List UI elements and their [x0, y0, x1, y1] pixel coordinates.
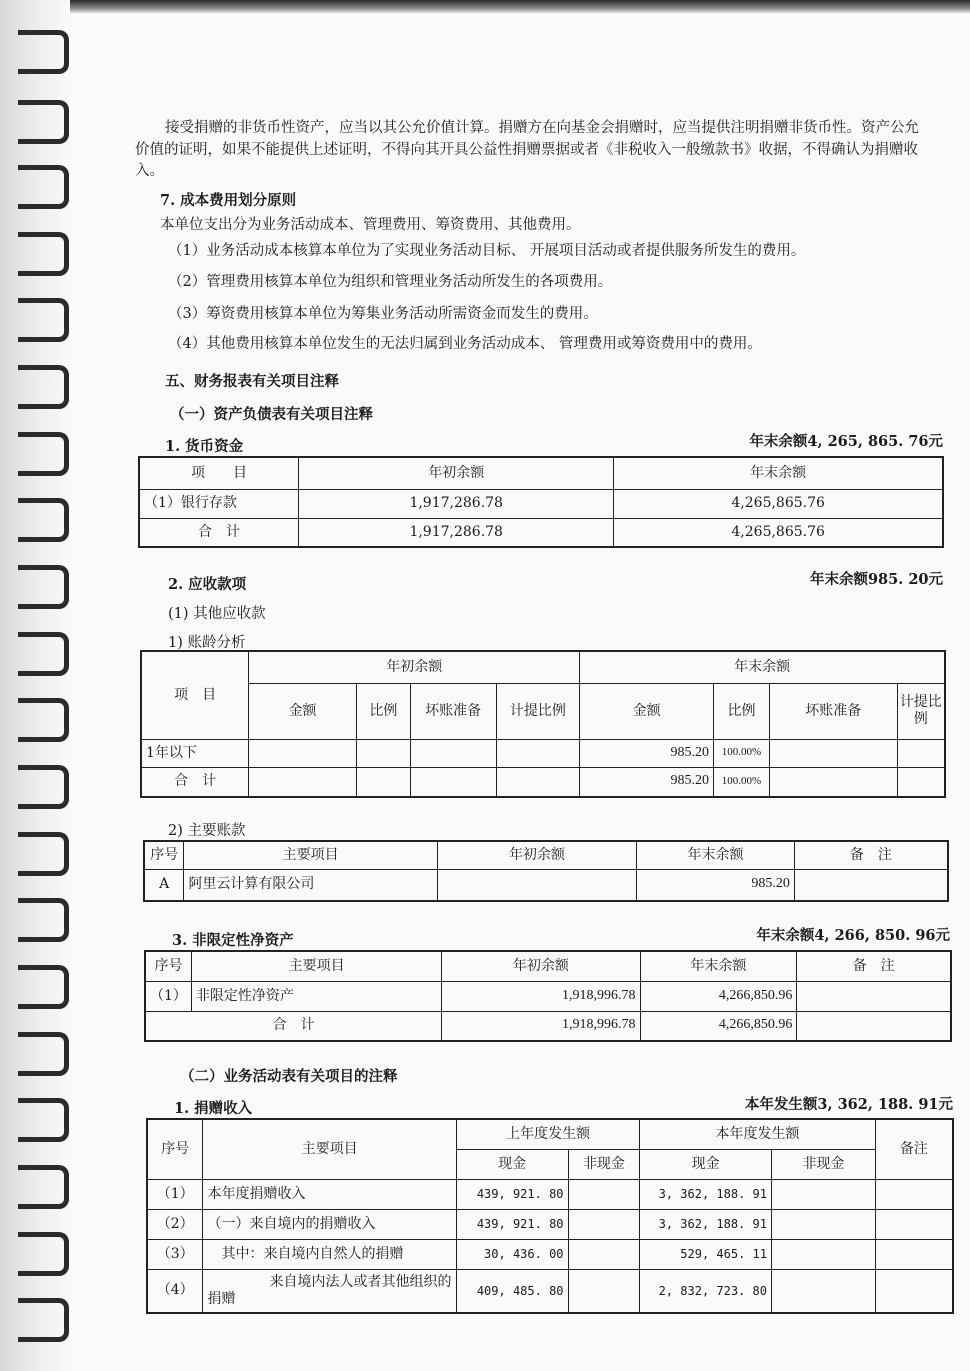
cell: （1）银行存款 — [139, 489, 299, 518]
header-cell: 坏账准备 — [769, 683, 897, 739]
cell: 4,265,865.76 — [614, 518, 943, 547]
cell: 1,917,286.78 — [299, 489, 614, 518]
cell: 4,266,850.96 — [640, 1011, 797, 1041]
cell — [568, 1179, 640, 1209]
header-cell: 坏账准备 — [410, 683, 496, 739]
cost-line: （4）其他费用核算本单位发生的无法归属到业务活动成本、 管理费用或筹资费用中的费用。 — [168, 336, 762, 352]
header-cell: 备 注 — [794, 841, 948, 869]
header-cell: 主要项目 — [184, 841, 437, 869]
cost-line: 本单位支出分为业务活动成本、管理费用、筹资费用、其他费用。 — [160, 217, 581, 233]
cell — [897, 739, 945, 767]
cell: 985.20 — [580, 767, 714, 797]
cell — [797, 1011, 951, 1041]
binding-ring — [18, 30, 69, 74]
receivable-title: 2. 应收款项 — [168, 576, 247, 593]
donation-table — [146, 1118, 954, 1314]
header-cell: 序号 — [144, 841, 184, 869]
cell — [249, 767, 357, 797]
cell — [356, 739, 410, 767]
binding-ring — [18, 1232, 69, 1276]
cell: 100.00% — [713, 767, 769, 797]
table-header-row — [147, 1119, 953, 1149]
cell: 439, 921. 80 — [456, 1209, 568, 1239]
header-cell: 年初余额 — [299, 457, 614, 489]
table-header-row — [145, 951, 951, 981]
cell: 439, 921. 80 — [456, 1179, 568, 1209]
table-row — [145, 981, 951, 1011]
cell: 985.20 — [637, 869, 795, 901]
header-cell: 年末余额 — [614, 457, 943, 489]
cell — [875, 1209, 953, 1239]
cell: 4,265,865.76 — [614, 489, 943, 518]
header-cell: 非现金 — [568, 1149, 640, 1179]
subsection-heading: （一）资产负债表有关项目注释 — [170, 406, 373, 423]
header-group: 年末余额 — [580, 651, 945, 683]
cell: 409, 485. 80 — [456, 1269, 568, 1313]
cell — [875, 1239, 953, 1269]
header-cell: 主要项目 — [191, 951, 441, 981]
receivable-total: 年末余额985. 20元 — [809, 571, 943, 588]
cell: 985.20 — [580, 739, 714, 767]
cell — [356, 767, 410, 797]
table-row — [139, 518, 943, 547]
cell: 其中：来自境内自然人的捐赠 — [203, 1239, 456, 1269]
cell — [897, 767, 945, 797]
header-cell: 现金 — [456, 1149, 568, 1179]
cell: 阿里云计算有限公司 — [184, 869, 437, 901]
cell: 100.00% — [713, 739, 769, 767]
cell: （3） — [147, 1239, 203, 1269]
cell — [771, 1269, 875, 1313]
header-cell: 年初余额 — [442, 951, 640, 981]
cell: 合 计 — [145, 1011, 442, 1041]
header-cell: 年末余额 — [637, 841, 795, 869]
cash-title: 1. 货币资金 — [165, 438, 244, 455]
cell — [771, 1239, 875, 1269]
binding-ring — [18, 832, 69, 876]
table-header-row — [144, 841, 948, 869]
cell: 合 计 — [139, 518, 299, 547]
cost-heading: 7. 成本费用划分原则 — [160, 192, 297, 209]
header-cell: 现金 — [640, 1149, 772, 1179]
table-row — [141, 767, 945, 797]
cell: 30, 436. 00 — [456, 1239, 568, 1269]
cost-line: （2）管理费用核算本单位为组织和管理业务活动所发生的各项费用。 — [168, 274, 613, 290]
cell: 1年以下 — [141, 739, 249, 767]
cell — [875, 1179, 953, 1209]
header-cell: 计提比例 — [897, 683, 945, 739]
binding-ring — [18, 698, 69, 742]
cell — [875, 1269, 953, 1313]
cell: 1,918,996.78 — [442, 1011, 640, 1041]
donation-total: 本年发生额3, 362, 188. 91元 — [744, 1096, 953, 1113]
header-cell: 比例 — [356, 683, 410, 739]
header-group: 本年度发生额 — [640, 1119, 875, 1149]
binding-ring — [18, 365, 69, 409]
binding-ring — [18, 432, 69, 476]
cell: 1,918,996.78 — [442, 981, 640, 1011]
binding-ring — [18, 165, 69, 209]
binding-ring — [18, 632, 69, 676]
cost-line: （1）业务活动成本核算本单位为了实现业务活动目标、 开展项目活动或者提供服务所发生的费用。 — [168, 243, 806, 259]
cell — [794, 869, 948, 901]
cell — [249, 739, 357, 767]
cell: 529, 465. 11 — [640, 1239, 772, 1269]
main-accounts-table — [143, 840, 949, 902]
binding-ring — [18, 765, 69, 809]
binding-ring — [18, 298, 69, 342]
header-cell: 比例 — [713, 683, 769, 739]
binding-ring — [18, 498, 69, 542]
netassets-total: 年末余额4, 266, 850. 96元 — [756, 927, 950, 944]
header-cell: 年末余额 — [640, 951, 797, 981]
table-row — [147, 1209, 953, 1239]
cell — [437, 869, 636, 901]
cell — [496, 767, 580, 797]
binding-ring — [18, 232, 69, 276]
cell: 3, 362, 188. 91 — [640, 1209, 772, 1239]
scan-top-edge — [0, 0, 970, 14]
table-row — [144, 869, 948, 901]
cell: （4） — [147, 1269, 203, 1313]
netassets-title: 3. 非限定性净资产 — [172, 932, 294, 949]
cell — [769, 767, 897, 797]
cell: 4,266,850.96 — [640, 981, 797, 1011]
header-cell: 非现金 — [771, 1149, 875, 1179]
header-group: 上年度发生额 — [456, 1119, 640, 1149]
cell: 1,917,286.78 — [299, 518, 614, 547]
cell: （1） — [147, 1179, 203, 1209]
binding-ring — [18, 565, 69, 609]
receivable-sub: (1) 其他应收款 — [168, 606, 266, 622]
cell — [568, 1209, 640, 1239]
cell — [771, 1179, 875, 1209]
cell: 合 计 — [141, 767, 249, 797]
header-cell: 计提比例 — [496, 683, 580, 739]
cell — [769, 739, 897, 767]
spiral-binding — [0, 0, 70, 1371]
table-header-row — [141, 651, 945, 683]
header-cell: 年初余额 — [437, 841, 636, 869]
cell — [410, 739, 496, 767]
donation-title: 1. 捐赠收入 — [174, 1100, 253, 1117]
cell: 本年度捐赠收入 — [203, 1179, 456, 1209]
binding-ring — [18, 1098, 69, 1142]
binding-ring — [18, 1165, 69, 1209]
cell: 2, 832, 723. 80 — [640, 1269, 772, 1313]
subsection-heading: （二）业务活动表有关项目的注释 — [180, 1068, 398, 1085]
cash-total: 年末余额4, 265, 865. 76元 — [749, 433, 943, 450]
header-cell: 主要项目 — [203, 1119, 456, 1179]
cell: A — [144, 869, 184, 901]
table-header-row — [139, 457, 943, 489]
header-cell: 序号 — [145, 951, 191, 981]
binding-ring — [18, 965, 69, 1009]
cash-table — [138, 456, 944, 548]
cost-line: （3）筹资费用核算本单位为筹集业务活动所需资金而发生的费用。 — [168, 306, 598, 322]
table-row — [145, 1011, 951, 1041]
table-row — [139, 489, 943, 518]
header-cell: 备注 — [875, 1119, 953, 1179]
table-row — [141, 739, 945, 767]
intro-paragraph: 接受捐赠的非货币性资产，应当以其公允价值计算。捐赠方在向基金会捐赠时，应当提供注明捐赠非货币性。资产公允价值的证明，如果不能提供上述证明，不得向其开具公益性捐赠票据或者《非税收入一般缴款书》收据，不得确认为捐赠收入。 — [135, 120, 919, 179]
cell — [568, 1269, 640, 1313]
cell — [797, 981, 951, 1011]
header-cell: 项 目 — [139, 457, 299, 489]
cell: （1） — [145, 981, 191, 1011]
header-cell: 项 目 — [141, 651, 249, 739]
cell: 3, 362, 188. 91 — [640, 1179, 772, 1209]
cell: 非限定性净资产 — [191, 981, 441, 1011]
header-cell: 金额 — [580, 683, 714, 739]
header-cell: 金额 — [249, 683, 357, 739]
main-accounts-title: 2) 主要账款 — [168, 823, 246, 839]
cell: （一）来自境内的捐赠收入 — [203, 1209, 456, 1239]
cell — [568, 1239, 640, 1269]
binding-ring — [18, 898, 69, 942]
header-group: 年初余额 — [249, 651, 580, 683]
table-row — [147, 1239, 953, 1269]
binding-ring — [18, 1298, 69, 1342]
section-heading: 五、财务报表有关项目注释 — [165, 373, 339, 390]
cell — [410, 767, 496, 797]
cell: 来自境内法人或者其他组织的捐赠 — [203, 1269, 456, 1313]
cell: （2） — [147, 1209, 203, 1239]
cell — [771, 1209, 875, 1239]
header-cell: 备 注 — [797, 951, 951, 981]
aging-title: 1) 账龄分析 — [168, 635, 246, 651]
aging-table — [140, 650, 946, 798]
cell — [496, 739, 580, 767]
table-row — [147, 1269, 953, 1313]
binding-ring — [18, 1032, 69, 1076]
binding-ring — [18, 100, 69, 144]
netassets-table — [144, 950, 952, 1042]
header-cell: 序号 — [147, 1119, 203, 1179]
table-header-row — [141, 683, 945, 739]
table-row — [147, 1179, 953, 1209]
